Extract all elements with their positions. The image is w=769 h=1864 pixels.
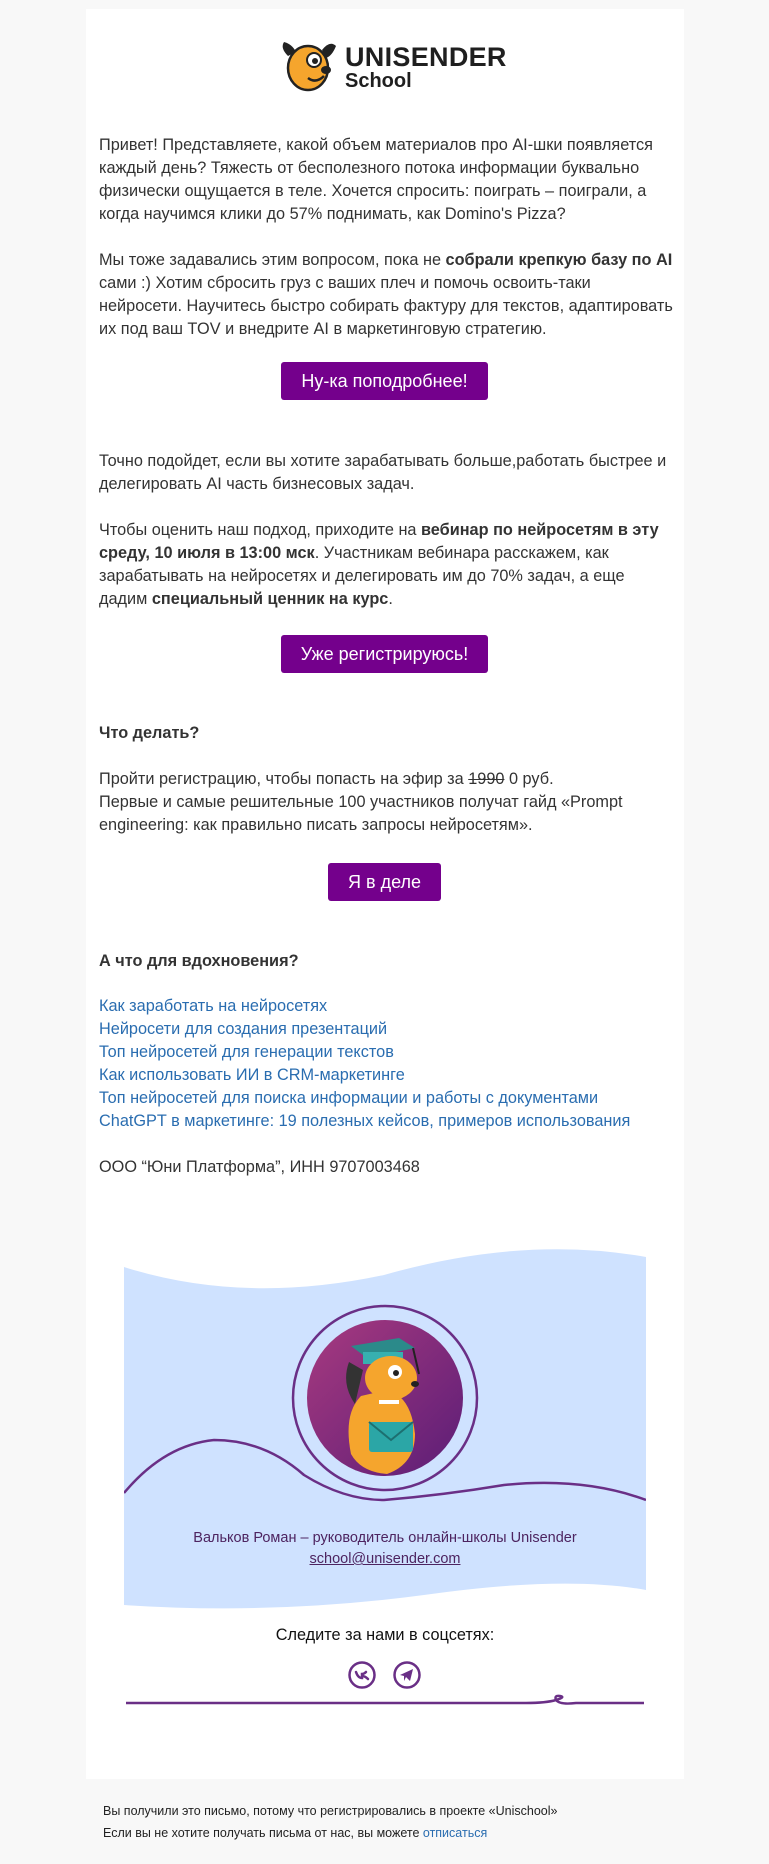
intro-p2-text-b: сами :) Хотим сбросить груз с ваших плеч и помочь освоить-таки нейросети. Научитесь быстро собирать фактуру для текстов, адаптировать их под ваш TOV и внедрите AI в маркетинговую стратегию. [99, 274, 673, 338]
register-button[interactable]: Уже регистрируюсь! [281, 635, 488, 673]
link-chatgpt-marketing[interactable]: ChatGPT в маркетинге: 19 полезных кейсов, примеров использования [99, 1112, 631, 1130]
intro-paragraph-2 [99, 249, 675, 341]
company-info: ООО “Юни Платформа”, ИНН 9707003468 [99, 1158, 420, 1176]
webinar-date-bold: вебинар по нейросетям в эту среду, 10 июля в 13:00 мск [99, 521, 659, 562]
todo-guide-text: Первые и самые решительные 100 участников получат гайд «Prompt engineering: как правильно писать запросы нейросетям». [99, 793, 623, 834]
telegram-icon[interactable] [393, 1661, 421, 1689]
social-heading: Следите за нами в соцсетях: [275, 1626, 495, 1644]
link-presentations-ai[interactable]: Нейросети для создания презентаций [99, 1020, 388, 1038]
special-price-bold: специальный ценник на курс [151, 590, 389, 608]
logo-subtitle: School [345, 70, 412, 92]
author-avatar [291, 1304, 479, 1492]
link-search-docs-ai[interactable]: Топ нейросетей для поиска информации и работы с документами [99, 1089, 599, 1107]
todo-text-b: 0 руб. [504, 770, 554, 788]
old-price: 1990 [468, 770, 505, 788]
intro-p2-bold: собрали крепкую базу по AI [445, 251, 673, 269]
footer-divider-line [126, 1686, 646, 1706]
author-email-row [124, 1551, 646, 1567]
todo-paragraph [99, 768, 675, 837]
webinar-text-b: . Участникам вебинара расскажем, как зарабатывать на нейросетях и делегировать им до 70% задач, а еще дадим [99, 544, 625, 608]
unsubscribe-notice [103, 1826, 487, 1840]
details-button[interactable]: Ну-ка поподробнее! [281, 362, 488, 400]
inspiration-heading: А что для вдохновения? [99, 952, 299, 970]
webinar-text-c: . [388, 590, 393, 608]
dog-mascot-icon [278, 38, 338, 96]
intro-paragraph-1: Привет! Представляете, какой объем материалов про AI-шки появляется каждый день? Тяжесть от бесполезного потока информации буквально физически ощущается в теле. Хочется спросить: поиграть – поиграли, а когда научимся клики до 57% поднимать, как Domino's Pizza? [99, 136, 653, 223]
link-text-generation-ai[interactable]: Топ нейросетей для генерации текстов [99, 1043, 394, 1061]
unsubscribe-text: Если вы не хотите получать письма от нас, вы можете [103, 1826, 423, 1840]
author-signature: Вальков Роман – руководитель онлайн-школы Unisender [193, 1530, 577, 1546]
todo-text-a: Пройти регистрацию, чтобы попасть на эфир за [99, 770, 469, 788]
link-earn-with-ai[interactable]: Как заработать на нейросетях [99, 997, 328, 1015]
subscription-notice: Вы получили это письмо, потому что регистрировались в проекте «Unischool» [103, 1804, 558, 1818]
webinar-text-a: Чтобы оценить наш подход, приходите на [99, 521, 422, 539]
author-avatar-image [291, 1304, 479, 1492]
author-email-link[interactable]: school@unisender.com [309, 1551, 461, 1567]
unisender-school-logo[interactable] [278, 38, 507, 96]
todo-heading: Что делать? [99, 724, 200, 742]
unsubscribe-link[interactable]: отписаться [422, 1826, 488, 1840]
logo-title: UNISENDER [345, 42, 507, 72]
vk-icon[interactable] [348, 1661, 376, 1689]
join-button[interactable]: Я в деле [328, 863, 441, 901]
link-crm-marketing-ai[interactable]: Как использовать ИИ в CRM-маркетинге [99, 1066, 405, 1084]
fit-paragraph: Точно подойдет, если вы хотите зарабатывать больше,работать быстрее и делегировать AI часть бизнесовых задач. [99, 452, 667, 493]
intro-p2-text-a: Мы тоже задавались этим вопросом, пока не [99, 251, 446, 269]
webinar-paragraph [99, 519, 675, 611]
